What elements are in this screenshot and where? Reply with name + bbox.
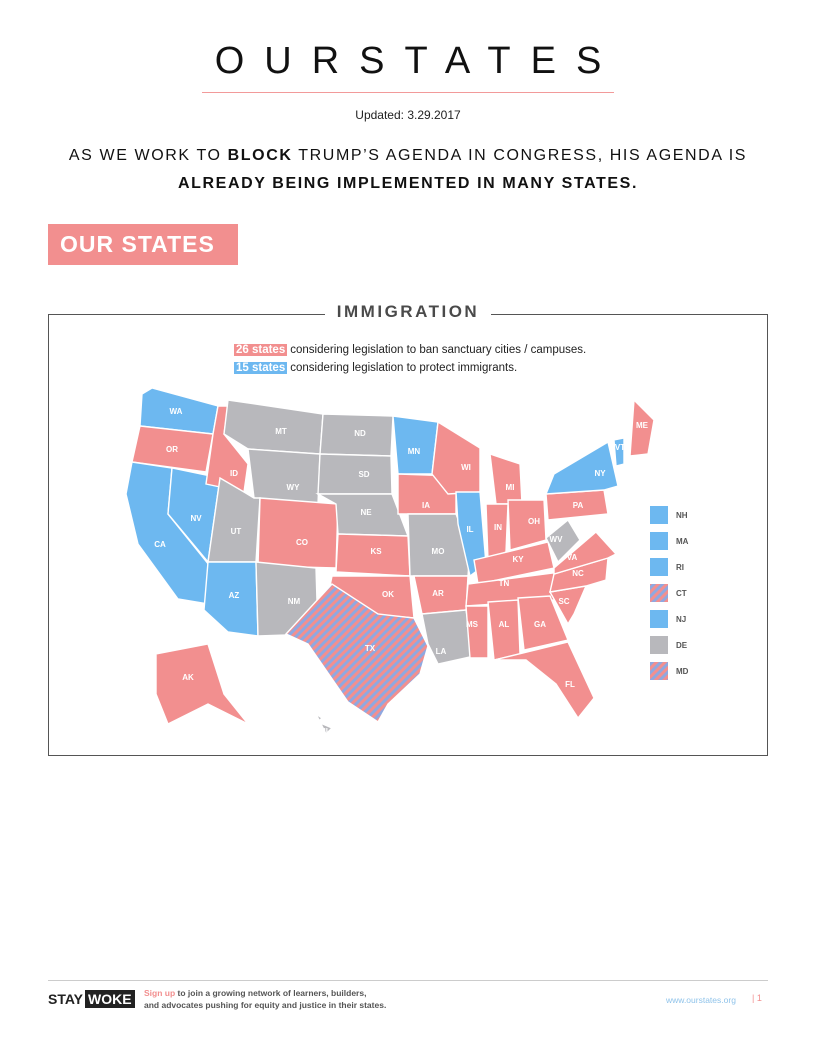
- state-shape-ak: [156, 644, 248, 724]
- state-label-nm: NM: [287, 597, 301, 606]
- headline-line2: ALREADY BEING IMPLEMENTED IN MANY STATES.: [178, 175, 638, 192]
- state-label-pa: PA: [572, 501, 584, 510]
- state-label-tn: TN: [498, 579, 510, 588]
- state-ak: [156, 644, 248, 724]
- legend-protect-text: considering legislation to protect immigrants.: [290, 362, 518, 374]
- state-label-co: CO: [296, 538, 308, 547]
- footer-divider: [48, 980, 768, 981]
- state-label-wi: WI: [461, 463, 471, 472]
- state-shape-wy: [248, 449, 320, 504]
- state-label-ca: CA: [154, 540, 166, 549]
- state-label-va: VA: [566, 553, 578, 562]
- state-mi: [490, 454, 522, 504]
- small-state-swatch-nj: [650, 610, 668, 628]
- state-label-fl: FL: [565, 680, 575, 689]
- state-ks: [336, 534, 410, 576]
- state-label-ut: UT: [230, 527, 242, 536]
- state-shape-ms: [466, 606, 488, 658]
- state-label-mi: MI: [505, 483, 515, 492]
- state-nd: [320, 414, 393, 456]
- state-label-ks: KS: [370, 547, 382, 556]
- state-wi: [432, 422, 480, 494]
- headline: [0, 142, 816, 198]
- state-shape-mt: [224, 400, 323, 454]
- state-label-sc: SC: [558, 597, 570, 606]
- state-shape-mn: [393, 416, 438, 474]
- state-shape-mi: [490, 454, 522, 504]
- state-az: [204, 562, 258, 636]
- state-label-ia: IA: [422, 501, 430, 510]
- state-ar: [414, 576, 468, 614]
- state-label-mn: MN: [407, 447, 421, 456]
- state-label-or: OR: [166, 445, 178, 454]
- small-state-label-md: MD: [676, 667, 689, 676]
- small-state-label-nj: NJ: [676, 615, 687, 624]
- legend-ban-chip: 26 states: [236, 344, 286, 356]
- logo-stay: STAY: [48, 991, 84, 1007]
- us-map: [48, 314, 768, 756]
- state-shape-oh: [508, 500, 546, 550]
- states-layer: [126, 388, 654, 736]
- state-ms: [466, 606, 488, 658]
- state-sd: [318, 454, 392, 494]
- state-shape-wi: [432, 422, 480, 494]
- state-label-tx: TX: [364, 644, 376, 653]
- state-label-az: AZ: [228, 591, 240, 600]
- footer-text: [144, 987, 386, 1011]
- state-shape-ny: [546, 442, 618, 494]
- state-shape-in: [486, 504, 508, 560]
- state-label-ar: AR: [432, 589, 444, 598]
- state-me: [630, 400, 654, 456]
- state-shape-sd: [318, 454, 392, 494]
- state-mt: [224, 400, 323, 454]
- state-label-in: IN: [494, 523, 502, 532]
- state-label-hi: HI: [320, 727, 328, 736]
- small-state-label-de: DE: [676, 641, 688, 650]
- state-label-nc: NC: [572, 569, 584, 578]
- state-label-il: IL: [466, 525, 474, 534]
- state-label-vt: VT: [614, 443, 626, 452]
- state-label-mo: MO: [431, 547, 445, 556]
- state-vt: [614, 438, 625, 466]
- state-label-ms: MS: [466, 620, 478, 629]
- staywoke-logo: [48, 990, 135, 1008]
- headline-part1: AS WE WORK TO: [68, 147, 228, 164]
- state-mn: [393, 416, 438, 474]
- state-label-ny: NY: [594, 469, 606, 478]
- state-co: [258, 498, 338, 568]
- legend-ban-text: considering legislation to ban sanctuary cities / campuses.: [290, 344, 587, 356]
- state-oh: [508, 500, 546, 550]
- small-state-label-nh: NH: [676, 511, 688, 520]
- state-wy: [248, 449, 320, 504]
- state-label-ky: KY: [512, 555, 524, 564]
- small-state-label-ri: RI: [676, 563, 684, 572]
- state-label-mt: MT: [275, 427, 287, 436]
- footer-url[interactable]: www.ourstates.org: [666, 995, 736, 1005]
- small-state-swatch-md: [650, 662, 668, 680]
- page-number: | 1: [752, 993, 762, 1003]
- state-label-wv: WV: [549, 535, 563, 544]
- state-label-oh: OH: [528, 517, 540, 526]
- state-label-nd: ND: [354, 429, 366, 438]
- small-state-label-ct: CT: [676, 589, 687, 598]
- state-label-wa: WA: [169, 407, 183, 416]
- small-state-label-ma: MA: [676, 537, 689, 546]
- state-label-sd: SD: [358, 470, 370, 479]
- section-tab: [48, 224, 238, 265]
- state-label-la: LA: [435, 647, 447, 656]
- footer-line1: to join a growing network of learners, builders,: [175, 988, 367, 998]
- small-state-swatch-ri: [650, 558, 668, 576]
- headline-part2: TRUMP’S AGENDA IN CONGRESS, HIS AGENDA IS: [292, 147, 748, 164]
- small-state-swatch-ct: [650, 584, 668, 602]
- state-label-me: ME: [636, 421, 648, 430]
- map-title: IMMIGRATION: [325, 302, 491, 322]
- signup-link[interactable]: Sign up: [144, 988, 176, 998]
- state-shape-la: [422, 610, 474, 664]
- small-state-swatch-de: [650, 636, 668, 654]
- state-label-ak: AK: [182, 673, 194, 682]
- page-title: OURSTATES: [214, 40, 622, 82]
- state-label-ga: GA: [534, 620, 546, 629]
- state-ny: [546, 442, 618, 494]
- updated-date: Updated: 3.29.2017: [355, 108, 461, 122]
- state-label-al: AL: [498, 620, 510, 629]
- state-label-ne: NE: [360, 508, 372, 517]
- state-shape-al: [488, 600, 520, 660]
- state-label-nv: NV: [190, 514, 202, 523]
- state-shape-co: [258, 498, 338, 568]
- state-al: [488, 600, 520, 660]
- small-state-swatch-nh: [650, 506, 668, 524]
- headline-bold: BLOCK: [227, 147, 293, 164]
- section-label: OUR STATES: [60, 231, 215, 257]
- state-label-wy: WY: [286, 483, 300, 492]
- state-pa: [546, 490, 608, 520]
- state-label-ok: OK: [382, 590, 394, 599]
- state-hi: [316, 714, 332, 736]
- title-divider: [202, 92, 614, 93]
- small-state-swatch-ma: [650, 532, 668, 550]
- footer-line2: and advocates pushing for equity and justice in their states.: [144, 1000, 387, 1010]
- small-states-legend: [650, 506, 689, 680]
- state-label-id: ID: [230, 469, 238, 478]
- state-la: [422, 610, 474, 664]
- logo-woke: WOKE: [85, 990, 135, 1008]
- state-in: [486, 504, 508, 560]
- legend-protect-chip: 15 states: [236, 362, 286, 374]
